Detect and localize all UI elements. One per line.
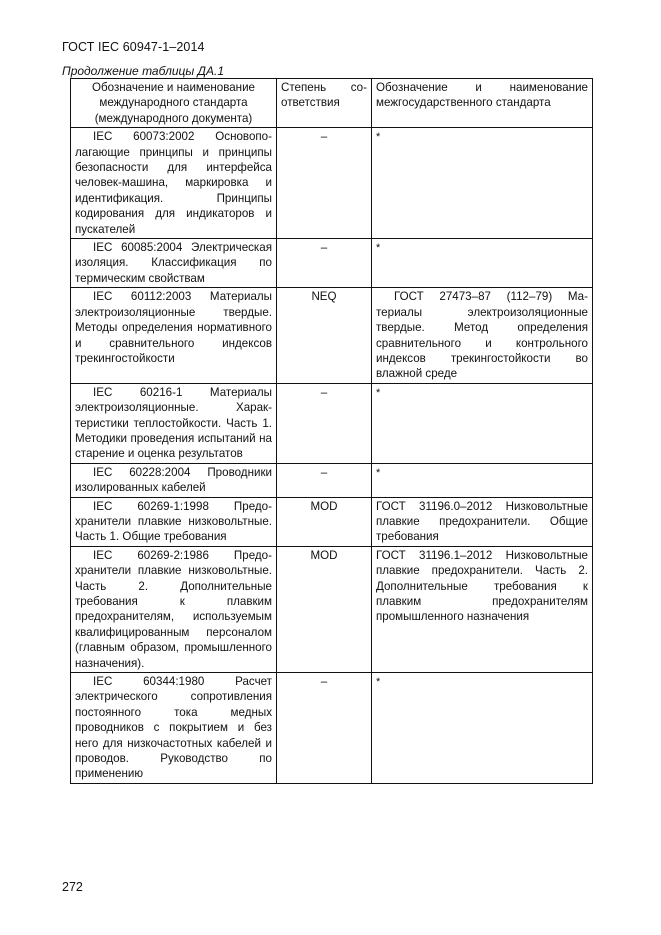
international-standard-cell: [71, 673, 277, 784]
international-standard-cell: [71, 239, 277, 288]
international-standard-cell: [71, 128, 277, 239]
interstate-standard-cell: [372, 383, 593, 463]
international-standard-cell: [71, 288, 277, 383]
international-standard-cell: [71, 546, 277, 672]
degree-cell: –: [277, 673, 372, 784]
degree-cell: MOD: [277, 497, 372, 546]
footnote-asterisk: *: [376, 466, 381, 479]
cell-text: IEC 60344:1980 Расчет электрического сопротивления постоянного тока медных проводников с покрытием и без него для низкочастотных кабелей и проводов. Руководство по применению: [75, 675, 272, 781]
page-number: 272: [62, 880, 83, 894]
degree-cell: –: [277, 383, 372, 463]
degree-cell: –: [277, 239, 372, 288]
table-row: [71, 239, 593, 288]
degree-cell: –: [277, 128, 372, 239]
international-standard-cell: [71, 497, 277, 546]
interstate-standard-cell: [372, 239, 593, 288]
table-row: [71, 128, 593, 239]
interstate-standard-cell: [372, 463, 593, 497]
table-row: [71, 546, 593, 672]
international-standard-cell: [71, 383, 277, 463]
footnote-asterisk: *: [376, 676, 381, 689]
table-header-row: [71, 79, 593, 128]
interstate-standard-cell: [372, 128, 593, 239]
cell-text: IEC 60216-1 Материалы электроизоляционные. Характеристики теплостойкости. Часть 1. Методики проведения испытаний на старение и оценка результатов: [75, 385, 272, 461]
cell-text: ГОСТ 27473–87 (112–79) Материалы электроизоляционные твердые. Метод определения сравнительного и контрольного индексов трекингостойкости во влажной среде: [376, 290, 588, 381]
degree-cell: MOD: [277, 546, 372, 672]
table-row: [71, 497, 593, 546]
cell-text: IEC 60112:2003 Материалы электроизоляционные твердые. Методы определения нормативного и сравнительного индексов трекингостойкости: [75, 290, 272, 365]
degree-cell: NEQ: [277, 288, 372, 383]
column-header-degree-of-correspondence: Степень соответствия: [277, 79, 372, 128]
interstate-standard-cell: [372, 673, 593, 784]
standards-correspondence-table: [70, 78, 593, 784]
column-header-international-standard: Обозначение и наименование международного стандарта (международного документа): [71, 79, 277, 128]
cell-text: IEC 60269-2:1986 Предохранители плавкие низковольтные. Часть 2. Дополнительные требования к плавким предохранителям, используемым квалифицированным персоналом (главным образом, промышленного назначения).: [75, 548, 272, 670]
table-row: [71, 383, 593, 463]
table-row: [71, 288, 593, 383]
footnote-asterisk: *: [376, 386, 381, 399]
interstate-standard-cell: ГОСТ 31196.0–2012 Низковольтные плавкие предохранители. Общие требования: [372, 497, 593, 546]
column-header-interstate-standard: Обозначение и наименование межгосударственного стандарта: [372, 79, 593, 128]
interstate-standard-cell: ГОСТ 31196.1–2012 Низковольтные плавкие предохранители. Часть 2. Дополнительные требования к плавким предохранителям промышленного назначения: [372, 546, 593, 672]
degree-cell: –: [277, 463, 372, 497]
cell-text: IEC 60085:2004 Электрическая изоляция. Классификация по термическим свойствам: [75, 241, 272, 285]
international-standard-cell: [71, 463, 277, 497]
table-caption: Продолжение таблицы ДА.1: [62, 64, 225, 78]
cell-text: IEC 60073:2002 Основополагающие принципы и принципы безопасности для интерфейса человек-машина, маркировка и идентификация. Принципы кодирования для индикаторов и пускателей: [75, 130, 272, 236]
footnote-asterisk: *: [376, 131, 381, 144]
footnote-asterisk: *: [376, 242, 381, 255]
interstate-standard-cell: [372, 288, 593, 383]
document-header: ГОСТ IEC 60947-1–2014: [62, 40, 205, 54]
table-row: [71, 673, 593, 784]
cell-text: IEC 60269-1:1998 Предохранители плавкие низковольтные. Часть 1. Общие требования: [75, 499, 272, 544]
cell-text: IEC 60228:2004 Проводники изолированных кабелей: [75, 465, 272, 495]
table-row: [71, 463, 593, 497]
